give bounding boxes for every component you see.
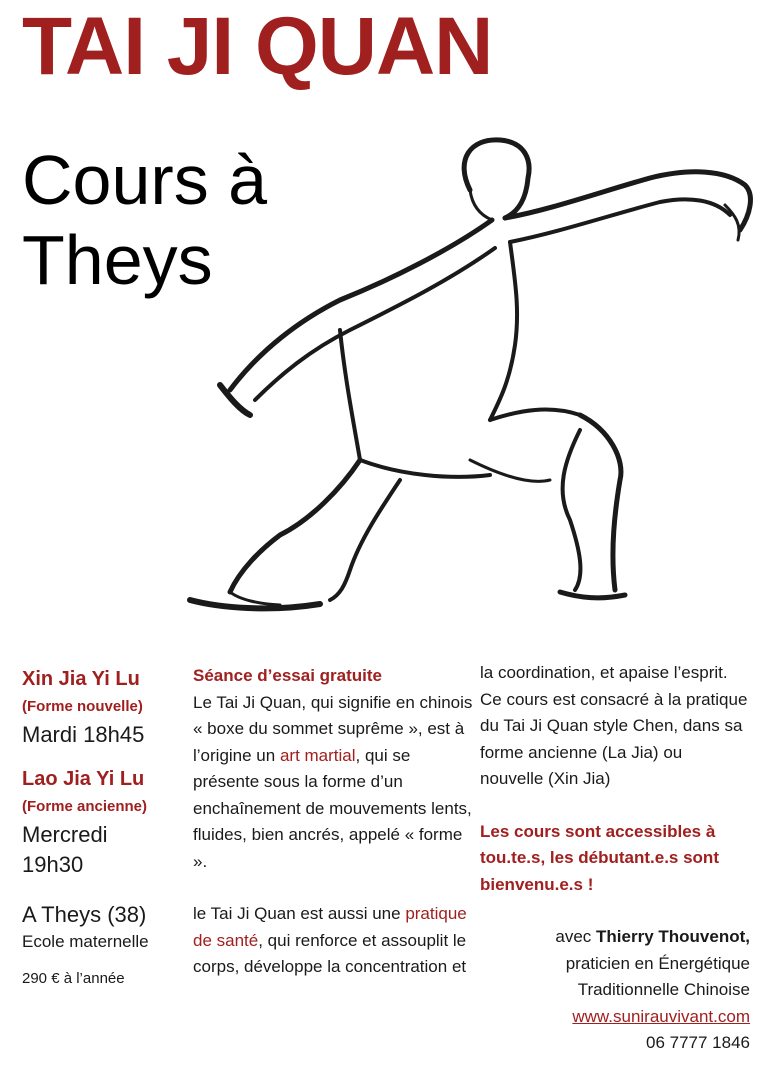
subtitle-line-2: Theys xyxy=(22,221,213,299)
class2-time: 19h30 xyxy=(22,852,84,877)
description-column xyxy=(193,663,473,981)
venue: Ecole maternelle xyxy=(22,932,149,951)
p2-text-a: le Tai Ji Quan est aussi une xyxy=(193,904,406,923)
teacher-role-2: Traditionnelle Chinoise xyxy=(577,980,750,999)
teacher-name: Thierry Thouvenot, xyxy=(596,927,750,946)
welcome-text: Les cours sont accessibles à tou.te.s, les débutant.e.s sont bienvenu.e.s ! xyxy=(480,821,719,894)
schedule-column xyxy=(22,664,197,990)
phone-number: 06 7777 1846 xyxy=(646,1033,750,1052)
health-highlight: pratique de santé xyxy=(193,904,467,950)
continuation-text: la coordination, et apaise l’esprit. xyxy=(480,663,728,682)
p2-text-b: , qui renforce et assouplit le corps, développe la concentration et xyxy=(193,930,467,976)
paragraph-1 xyxy=(193,690,473,876)
location: A Theys (38) xyxy=(22,902,147,927)
website-link[interactable]: www.sunirauvivant.com xyxy=(572,1006,750,1026)
page-title: TAI JI QUAN xyxy=(22,1,493,92)
class2-name: Lao Jia Yi Lu xyxy=(22,768,145,790)
with-label: avec xyxy=(555,927,597,946)
p1-text-a: Le Tai Ji Quan, qui signifie en chinois « boxe du sommet suprême », est à l’origine un xyxy=(193,692,473,765)
paragraph-2 xyxy=(193,901,473,981)
info-column xyxy=(480,660,750,1057)
class1-form: (Forme nouvelle) xyxy=(22,698,143,715)
dedication-text: Ce cours est consacré à la pratique du Tai Ji Quan style Chen, dans sa forme ancienne (La Jia) ou nouvelle (Xin Jia) xyxy=(480,689,748,788)
p1-text-b: , qui se présente sous la forme d’un enchaînement de mouvements lents, fluides, bien ancrés, appelé « forme ». xyxy=(193,745,472,871)
trial-heading: Séance d’essai gratuite xyxy=(193,666,382,685)
teacher-line xyxy=(480,924,750,951)
subtitle-line-1: Cours à xyxy=(22,141,268,219)
art-martial-highlight: art martial xyxy=(279,745,356,765)
price: 290 € à l’année xyxy=(22,970,125,987)
class2-day: Mercredi xyxy=(22,822,108,847)
teacher-role-1: praticien en Énergétique xyxy=(565,953,750,973)
class2-form: (Forme ancienne) xyxy=(22,798,148,815)
class1-time: Mardi 18h45 xyxy=(22,722,145,747)
tai-chi-figure-icon xyxy=(170,130,768,630)
class1-name: Xin Jia Yi Lu xyxy=(22,668,140,690)
